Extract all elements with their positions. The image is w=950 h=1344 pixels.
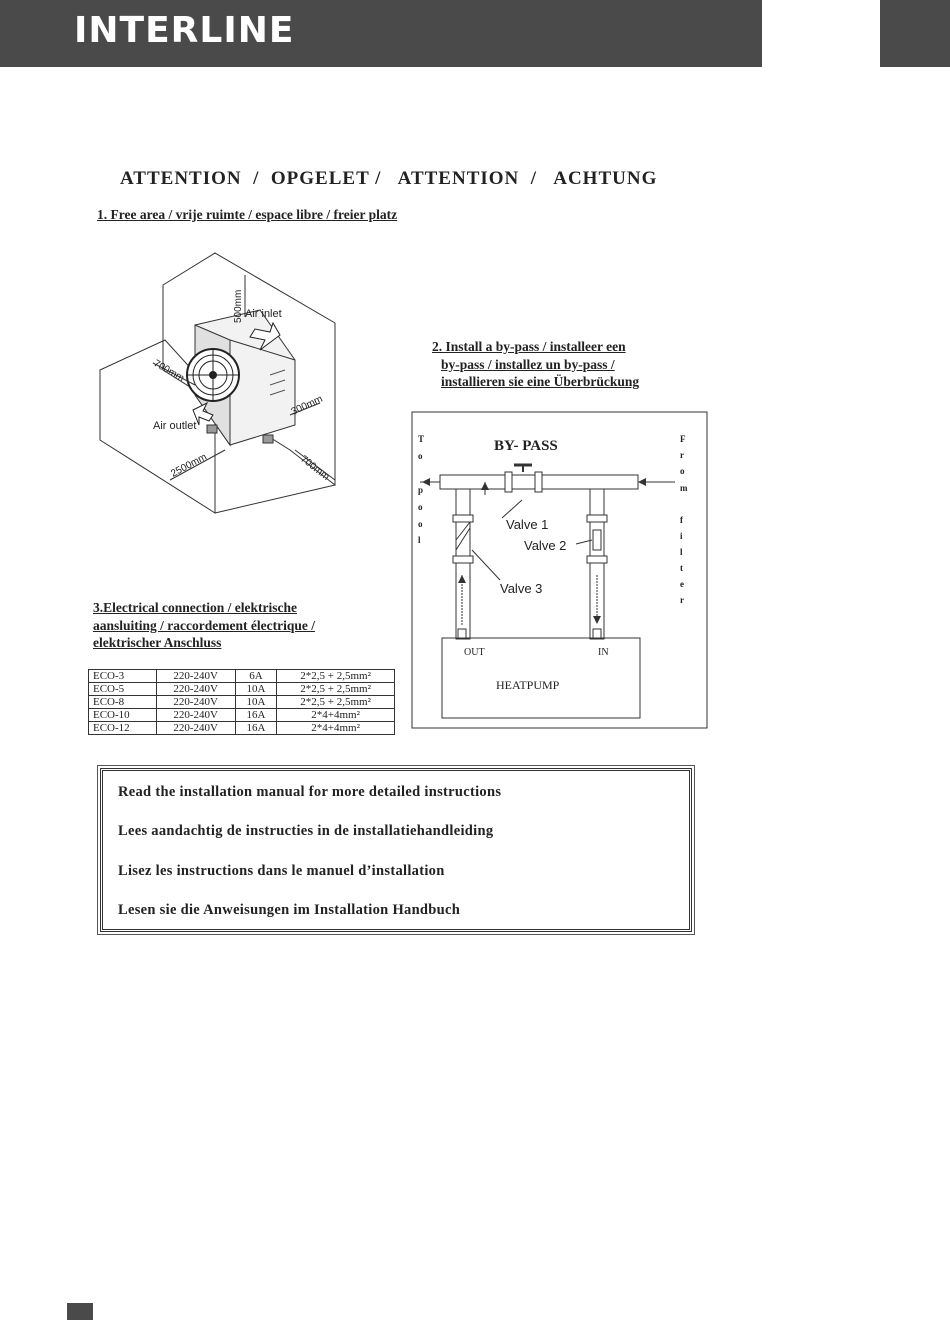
current-cell: 16A (235, 722, 276, 735)
dimension-front-right: 700mm (298, 453, 332, 483)
valve-2-label: Valve 2 (524, 538, 567, 553)
svg-text:o: o (418, 502, 423, 512)
current-cell: 10A (235, 683, 276, 696)
header-tab (880, 0, 950, 67)
air-inlet-label: Air inlet (245, 308, 282, 320)
bypass-heading-line: installieren sie eine Überbrückung (441, 374, 640, 389)
cable-cell: 2*2,5 + 2,5mm² (277, 683, 395, 696)
current-cell: 16A (235, 709, 276, 722)
bypass-heading-line: by-pass / installez un by-pass / (441, 356, 615, 372)
from-filter-label (680, 434, 688, 605)
voltage-cell: 220-240V (156, 670, 235, 683)
dimension-front: 2500mm (169, 451, 209, 480)
electrical-heading-line: elektrischer Anschluss (93, 635, 222, 650)
cable-cell: 2*2,5 + 2,5mm² (277, 696, 395, 709)
voltage-cell: 220-240V (156, 722, 235, 735)
svg-text:o: o (418, 451, 423, 461)
bypass-diagram (410, 410, 710, 732)
svg-text:r: r (680, 595, 684, 605)
bypass-heading-line: 2. Install a by-pass / installeer een (432, 339, 626, 354)
attention-title: ATTENTION / OPGELET / ATTENTION / ACHTUNG (120, 168, 658, 189)
current-cell: 10A (235, 696, 276, 709)
model-cell: ECO-10 (89, 709, 157, 722)
free-area-illustration (95, 245, 345, 515)
svg-text:o: o (680, 466, 685, 476)
valve-1-label: Valve 1 (506, 517, 549, 532)
table-row (89, 683, 395, 696)
valve-2-icon (593, 530, 601, 550)
table-row (89, 709, 395, 722)
bypass-heading (432, 338, 692, 391)
electrical-heading-line: 3.Electrical connection / elektrische (93, 600, 297, 615)
voltage-cell: 220-240V (156, 683, 235, 696)
notice-box (100, 768, 692, 932)
dimension-right: 300mm (289, 393, 325, 418)
svg-text:l: l (680, 547, 683, 557)
voltage-cell: 220-240V (156, 709, 235, 722)
electrical-heading-line: aansluiting / raccordement électrique / (93, 617, 315, 633)
table-row (89, 722, 395, 735)
model-cell: ECO-5 (89, 683, 157, 696)
table-row (89, 670, 395, 683)
svg-text:t: t (680, 563, 683, 573)
table-row (89, 696, 395, 709)
notice-line-french: Lisez les instructions dans le manuel d’installation (118, 863, 445, 879)
to-pool-label (418, 434, 424, 545)
notice-line-dutch: Lees aandachtig de instructies in de installatiehandleiding (118, 823, 494, 839)
model-cell: ECO-3 (89, 670, 157, 683)
voltage-cell: 220-240V (156, 696, 235, 709)
cable-cell: 2*4+4mm² (277, 722, 395, 735)
current-cell: 6A (235, 670, 276, 683)
valve-3-label: Valve 3 (500, 581, 543, 596)
header-bar (0, 0, 762, 67)
svg-text:f: f (680, 515, 683, 525)
svg-text:p: p (418, 485, 424, 495)
in-label: IN (598, 647, 609, 658)
svg-text:F: F (680, 434, 686, 444)
dimension-top: 500mm (233, 289, 244, 323)
cable-cell: 2*4+4mm² (277, 709, 395, 722)
free-area-heading: 1. Free area / vrije ruimte / espace libre / freier platz (97, 207, 398, 222)
model-cell: ECO-12 (89, 722, 157, 735)
svg-text:o: o (418, 519, 423, 529)
page-marker (67, 1303, 93, 1320)
electrical-table (88, 669, 395, 735)
svg-text:l: l (418, 535, 421, 545)
notice-line-english: Read the installation manual for more detailed instructions (118, 784, 502, 800)
out-label: OUT (464, 647, 485, 658)
electrical-heading (93, 599, 393, 652)
fan-icon (187, 349, 239, 401)
svg-text:T: T (418, 434, 425, 444)
svg-text:r: r (680, 450, 684, 460)
brand-logo: INTERLINE (74, 10, 295, 51)
svg-text:e: e (680, 579, 684, 589)
bypass-title: BY- PASS (494, 438, 558, 454)
heatpump-label: HEATPUMP (496, 678, 560, 692)
model-cell: ECO-8 (89, 696, 157, 709)
cable-cell: 2*2,5 + 2,5mm² (277, 670, 395, 683)
svg-text:m: m (680, 483, 688, 493)
dimension-left: 700mm (151, 358, 186, 385)
notice-line-german: Lesen sie die Anweisungen im Installation Handbuch (118, 902, 461, 918)
svg-text:i: i (680, 531, 683, 541)
air-outlet-label: Air outlet (153, 420, 197, 432)
